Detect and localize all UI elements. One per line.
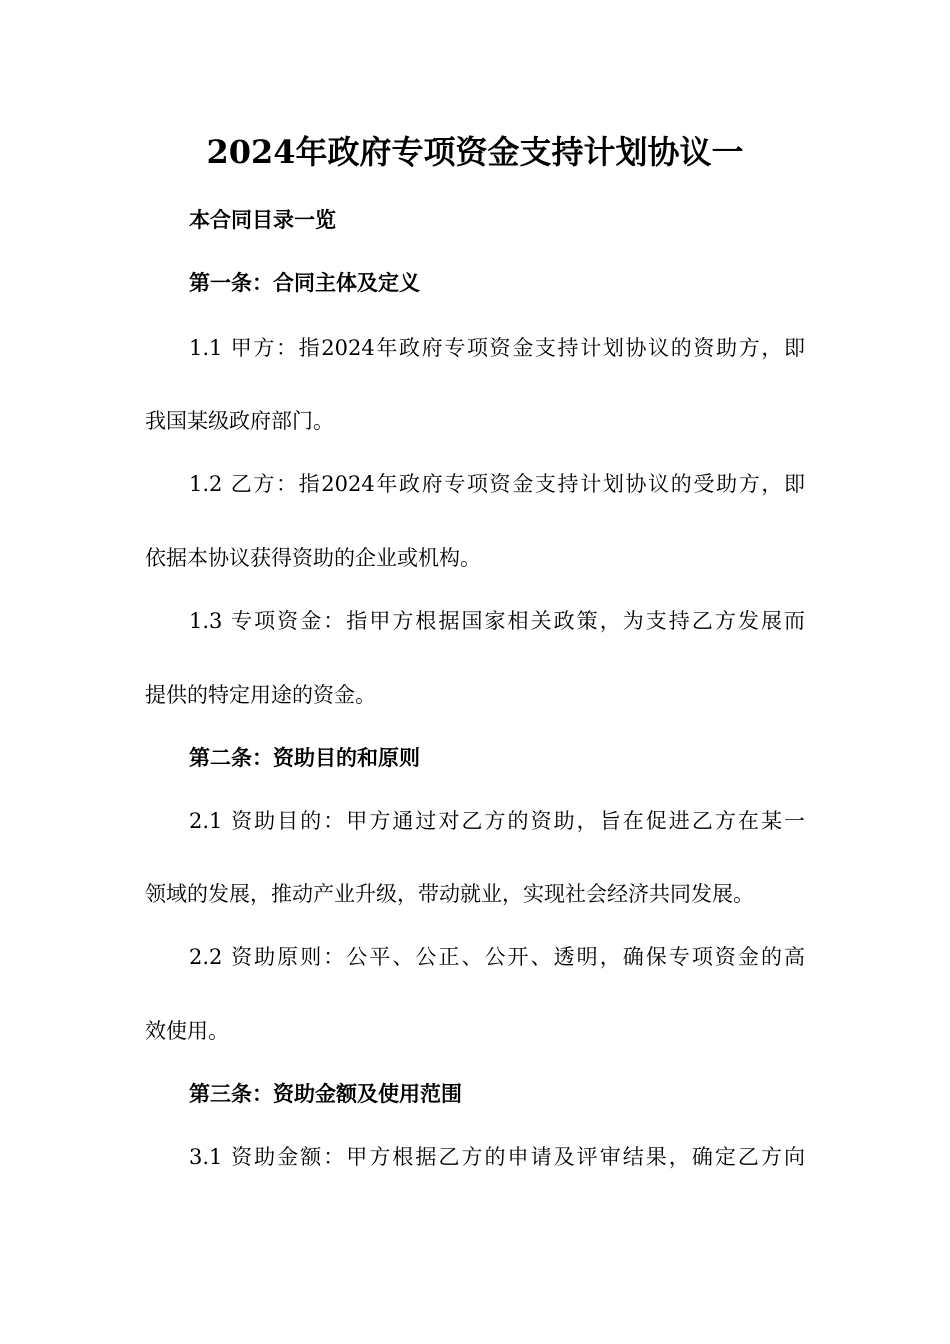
clause-1-2-line-1: 1.2 乙方：指2024年政府专项资金支持计划协议的受助方，即 xyxy=(189,472,805,496)
clause-1-3-line-2: 提供的特定用途的资金。 xyxy=(145,683,376,707)
document-title: 2024年政府专项资金支持计划协议一 xyxy=(206,133,744,171)
section-heading-3: 第三条：资助金额及使用范围 xyxy=(189,1082,462,1106)
clause-3-1-line-1: 3.1 资助金额：甲方根据乙方的申请及评审结果，确定乙方向 xyxy=(189,1145,805,1169)
clause-1-1-line-1: 1.1 甲方：指2024年政府专项资金支持计划协议的资助方，即 xyxy=(189,336,805,360)
clause-1-3-line-1: 1.3 专项资金：指甲方根据国家相关政策，为支持乙方发展而 xyxy=(189,609,805,633)
toc-heading: 本合同目录一览 xyxy=(189,208,336,232)
clause-1-2-line-2: 依据本协议获得资助的企业或机构。 xyxy=(145,546,481,570)
clause-2-2-line-2: 效使用。 xyxy=(145,1019,229,1043)
section-heading-2: 第二条：资助目的和原则 xyxy=(189,746,420,770)
clause-2-1-line-2: 领域的发展，推动产业升级，带动就业，实现社会经济共同发展。 xyxy=(145,882,754,906)
clause-2-1-line-1: 2.1 资助目的：甲方通过对乙方的资助，旨在促进乙方在某一 xyxy=(189,809,805,833)
section-heading-1: 第一条：合同主体及定义 xyxy=(189,271,420,295)
clause-2-2-line-1: 2.2 资助原则：公平、公正、公开、透明，确保专项资金的高 xyxy=(189,945,805,969)
clause-1-1-line-2: 我国某级政府部门。 xyxy=(145,409,334,433)
